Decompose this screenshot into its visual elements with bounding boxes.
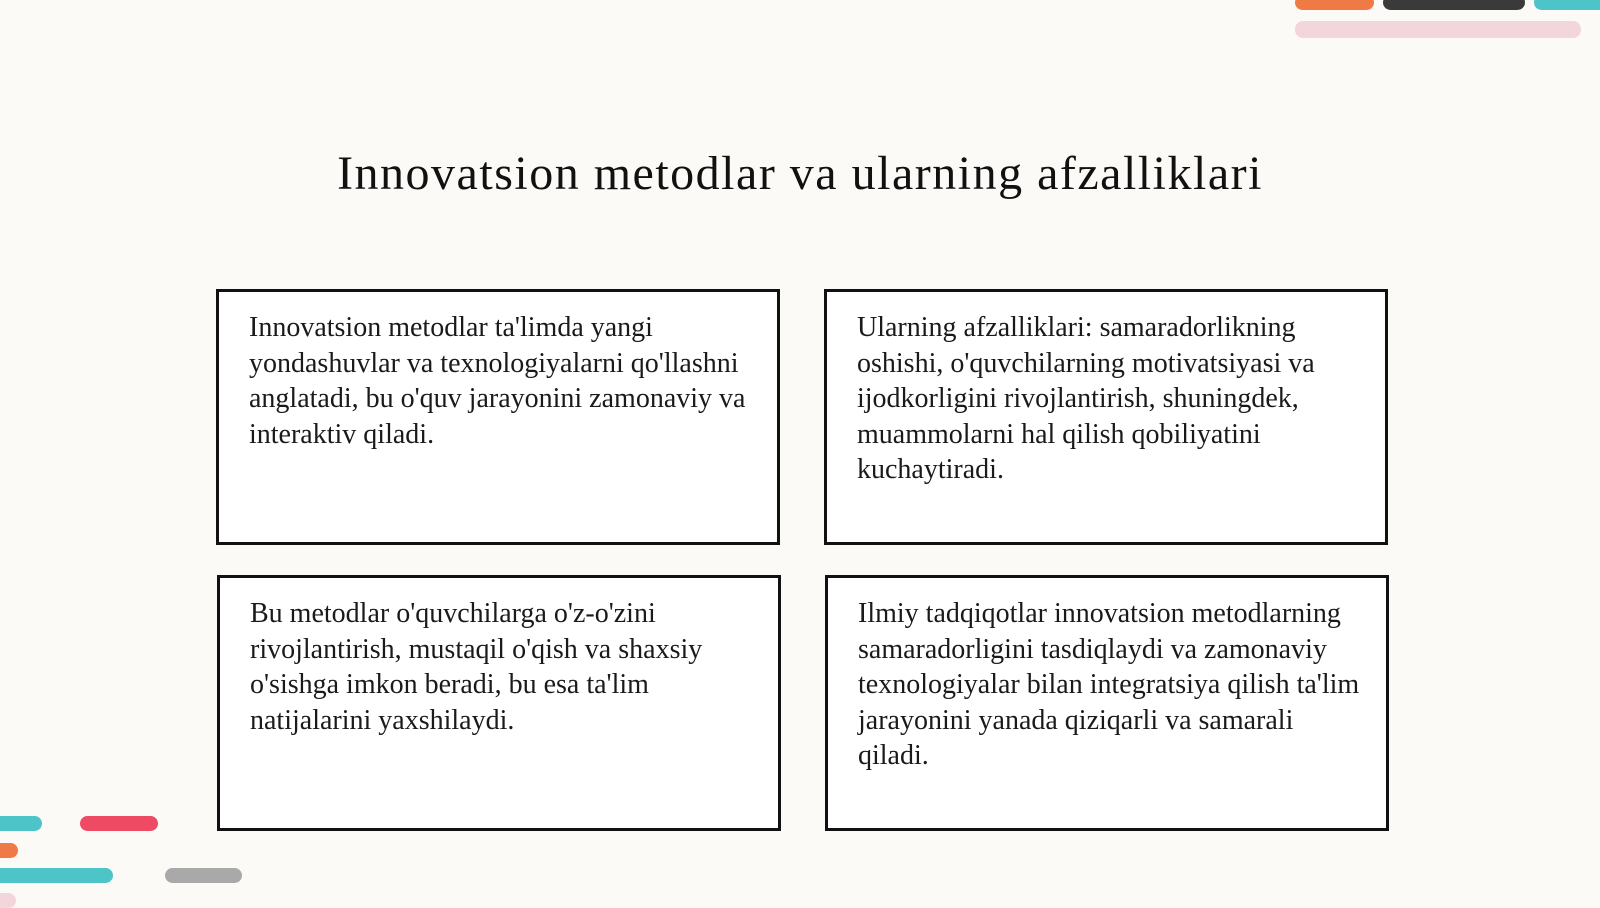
text-card-self-development [217,575,781,831]
text-card-research [825,575,1389,831]
decor-pill-teal-bottom-2 [0,868,113,883]
decor-pill-orange-bottom [0,843,18,858]
decor-pill-gray-bottom [165,868,242,883]
card-text: Innovatsion metodlar ta'limda yangi yondashuvlar va texnologiyalarni qo'llashni anglatadi, bu o'quv jarayonini zamonaviy va interaktiv qiladi. [249,312,746,450]
decor-pill-teal-bottom-1 [0,816,42,831]
decor-pill-teal-top [1534,0,1600,10]
decor-pill-dark-top [1383,0,1525,10]
decor-pill-red-bottom [80,816,158,831]
card-text: Ularning afzalliklari: samaradorlikning oshishi, o'quvchilarning motivatsiyasi va ijodkorligini rivojlantirish, shuningdek, muammolarni hal qilish qobiliyatini kuchaytiradi. [857,312,1315,485]
decor-pill-orange-top [1295,0,1374,10]
decor-pill-pink-bottom [0,893,16,908]
text-card-advantages [824,289,1388,545]
decor-pill-pink-top [1295,21,1581,38]
slide-title: Innovatsion metodlar va ularning afzalliklari [337,147,1263,200]
card-text: Ilmiy tadqiqotlar innovatsion metodlarning samaradorligini tasdiqlaydi va zamonaviy texnologiyalar bilan integratsiya qilish ta'lim jarayonini yanada qiziqarli va samarali qiladi. [858,598,1360,771]
card-text: Bu metodlar o'quvchilarga o'z-o'zini rivojlantirish, mustaqil o'qish va shaxsiy o'sishga imkon beradi, bu esa ta'lim natijalarini yaxshilaydi. [250,598,703,736]
text-card-definition [216,289,780,545]
